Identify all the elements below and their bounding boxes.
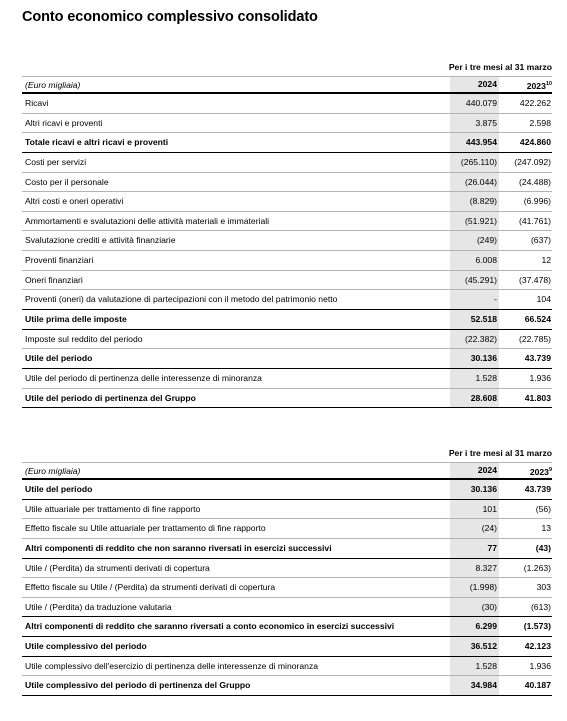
footnote-ref: 9: [548, 467, 552, 473]
value-current-year: 6.008: [450, 251, 499, 270]
period-header-row: [22, 446, 552, 463]
value-prior-year: 2.598: [529, 117, 551, 128]
value-current-year: (51.921): [450, 212, 499, 231]
value-prior-year: (22.785): [518, 333, 551, 344]
value-current-year: (8.829): [450, 192, 499, 211]
value-current-year: 52.518: [450, 310, 499, 329]
row-label: Altri componenti di reddito che saranno riversati a conto economico in esercizi successivi: [25, 621, 395, 632]
value-prior-year: (613): [530, 601, 551, 612]
value-prior-year: (56): [535, 503, 551, 514]
table-body: [22, 480, 552, 696]
table-row: [22, 153, 552, 173]
year-current-header: 2024: [450, 77, 499, 92]
year-prior-header: 2023$^{10}$: [526, 81, 552, 91]
value-current-year: 36.512: [450, 637, 499, 656]
unit-label: (Euro migliaia): [25, 466, 81, 476]
row-label: Utile del periodo: [25, 353, 93, 364]
value-current-year: 8.327: [450, 559, 499, 578]
value-current-year: 440.079: [450, 94, 499, 113]
value-prior-year: 41.803: [524, 392, 551, 403]
table-row: [22, 251, 552, 271]
value-prior-year: 40.187: [524, 680, 551, 691]
table-row: [22, 389, 552, 409]
value-current-year: 3.875: [450, 114, 499, 133]
income-statement-table: [22, 60, 552, 408]
row-label: Utile / (Perdita) da strumenti derivati di copertura: [25, 562, 210, 573]
value-prior-year: (637): [530, 235, 551, 246]
value-prior-year: 104: [536, 294, 551, 305]
table-row: [22, 519, 552, 539]
table-row: [22, 271, 552, 291]
value-current-year: 1.528: [450, 369, 499, 388]
row-label: Oneri finanziari: [25, 274, 83, 285]
value-prior-year: (43): [535, 542, 551, 553]
value-current-year: (22.382): [450, 330, 499, 349]
row-label: Imposte sul reddito del periodo: [25, 333, 143, 344]
row-label: Utile del periodo di pertinenza delle interessenze di minoranza: [25, 372, 262, 383]
value-current-year: (30): [450, 598, 499, 617]
value-prior-year: (41.761): [518, 215, 551, 226]
comprehensive-income-table: [22, 446, 552, 696]
row-label: Ricavi: [25, 98, 49, 108]
row-label: Totale ricavi e altri ricavi e proventi: [25, 137, 169, 148]
row-label: Proventi finanziari: [25, 255, 94, 266]
value-current-year: 34.984: [450, 676, 499, 695]
table-row: [22, 637, 552, 657]
table-row: [22, 192, 552, 212]
table-row: [22, 676, 552, 696]
value-prior-year: (1.263): [523, 562, 551, 573]
value-prior-year: 12: [541, 255, 551, 266]
unit-label: (Euro migliaia): [25, 80, 81, 90]
footnote-ref: 10: [545, 81, 552, 87]
value-prior-year: 43.739: [524, 484, 551, 494]
table-row: [22, 349, 552, 369]
row-label: Utile prima delle imposte: [25, 314, 127, 325]
value-current-year: 101: [450, 500, 499, 519]
table-row: [22, 94, 552, 114]
table-row: [22, 480, 552, 500]
table-row: [22, 231, 552, 251]
row-label: Effetto fiscale su Utile attuariale per trattamento di fine rapporto: [25, 523, 266, 534]
value-current-year: (45.291): [450, 271, 499, 290]
year-prior-header: 2023$^9$: [529, 467, 552, 477]
table-row: [22, 559, 552, 579]
row-label: Svalutazione crediti e attività finanziarie: [25, 235, 176, 246]
table-row: [22, 330, 552, 350]
value-current-year: 6.299: [450, 617, 499, 636]
value-current-year: (1.998): [450, 578, 499, 597]
table-row: [22, 657, 552, 677]
row-label: Utile complessivo dell'esercizio di pertinenza delle interessenze di minoranza: [25, 660, 319, 671]
value-prior-year: 66.524: [524, 314, 551, 325]
period-header: Per i tre mesi al 31 marzo: [448, 448, 552, 458]
table-row: [22, 578, 552, 598]
table-row: [22, 212, 552, 232]
row-label: Ammortamenti e svalutazioni delle attività materiali e immateriali: [25, 215, 270, 226]
value-prior-year: 1.936: [529, 660, 551, 671]
table-row: [22, 114, 552, 134]
year-current-header: 2024: [450, 463, 499, 478]
row-label: Proventi (oneri) da valutazione di partecipazioni con il metodo del patrimonio netto: [25, 294, 338, 305]
value-prior-year: (6.996): [523, 196, 551, 207]
row-label: Altri componenti di reddito che non saranno riversati in esercizi successivi: [25, 542, 332, 553]
table-row: [22, 369, 552, 389]
row-label: Utile complessivo del periodo di pertinenza del Gruppo: [25, 680, 251, 691]
table-row: [22, 133, 552, 153]
year-header-row: [22, 77, 552, 94]
value-prior-year: 1.936: [529, 372, 551, 383]
table-row: [22, 310, 552, 330]
value-current-year: 28.608: [450, 389, 499, 408]
row-label: Utile attuariale per trattamento di fine rapporto: [25, 503, 201, 514]
value-prior-year: 13: [541, 523, 551, 534]
year-header-row: [22, 463, 552, 480]
table-row: [22, 617, 552, 637]
value-prior-year: 42.123: [524, 641, 551, 652]
row-label: Utile complessivo del periodo: [25, 641, 147, 652]
value-current-year: 443.954: [450, 133, 499, 152]
period-header-row: [22, 60, 552, 77]
value-prior-year: (37.478): [518, 274, 551, 285]
row-label: Utile del periodo: [25, 484, 93, 494]
row-label: Costo per il personale: [25, 176, 109, 187]
period-header: Per i tre mesi al 31 marzo: [448, 62, 552, 72]
value-prior-year: 43.739: [524, 353, 551, 364]
row-label: Utile / (Perdita) da traduzione valutaria: [25, 601, 172, 612]
table-row: [22, 173, 552, 193]
value-current-year: 30.136: [450, 349, 499, 368]
value-prior-year: 422.262: [519, 98, 551, 108]
table-row: [22, 500, 552, 520]
value-current-year: (265.110): [450, 153, 499, 172]
value-prior-year: (24.488): [518, 176, 551, 187]
value-current-year: (26.044): [450, 173, 499, 192]
table-row: [22, 290, 552, 310]
table-body: [22, 94, 552, 408]
value-prior-year: (1.573): [523, 621, 551, 632]
value-current-year: (249): [450, 231, 499, 250]
value-current-year: 1.528: [450, 657, 499, 676]
value-current-year: 30.136: [450, 480, 499, 499]
value-current-year: 77: [450, 539, 499, 558]
row-label: Effetto fiscale su Utile / (Perdita) da strumenti derivati di copertura: [25, 582, 276, 593]
row-label: Altri ricavi e proventi: [25, 117, 103, 128]
value-prior-year: 424.860: [519, 137, 551, 148]
page-title: Conto economico complessivo consolidato: [22, 9, 318, 25]
table-row: [22, 539, 552, 559]
value-current-year: -: [450, 290, 499, 309]
row-label: Altri costi e oneri operativi: [25, 196, 124, 207]
row-label: Utile del periodo di pertinenza del Gruppo: [25, 392, 196, 403]
table-row: [22, 598, 552, 618]
value-prior-year: (247.092): [514, 156, 551, 167]
value-current-year: (24): [450, 519, 499, 538]
row-label: Costi per servizi: [25, 156, 87, 167]
value-prior-year: 303: [536, 582, 551, 593]
